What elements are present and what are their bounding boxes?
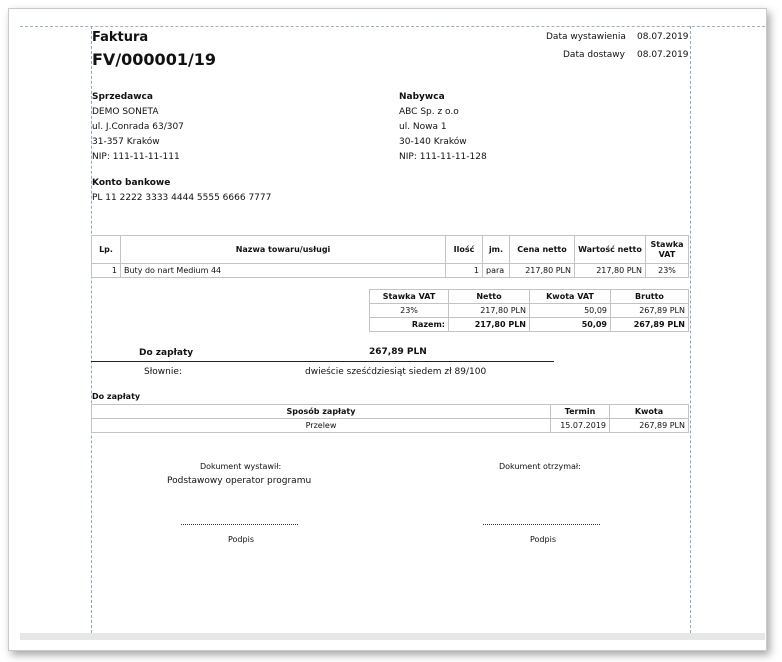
row-vat-rate: 23% (646, 264, 689, 278)
table-row (92, 264, 689, 278)
delivery-date: 08.07.2019 (637, 50, 689, 60)
vat-col-net: Netto (449, 290, 530, 304)
payment-heading: Do zapłaty (92, 392, 141, 401)
to-pay-label: Do zapłaty (139, 348, 194, 358)
vat-col-vat: Kwota VAT (530, 290, 611, 304)
buyer-heading: Nabywca (399, 92, 445, 102)
table-row (370, 304, 689, 318)
col-net-value: Wartość netto (575, 236, 646, 264)
buyer-nip: NIP: 111-11-11-128 (399, 152, 487, 162)
delivery-date-label: Data dostawy (563, 50, 625, 60)
issue-date-label: Data wystawienia (546, 32, 626, 42)
vat-row-net: 217,80 PLN (449, 304, 530, 318)
to-pay-underline (91, 361, 554, 362)
row-qty: 1 (446, 264, 483, 278)
payment-table (91, 404, 689, 433)
buyer-city: 30-140 Kraków (399, 137, 467, 147)
invoice-number: FV/000001/19 (92, 50, 217, 69)
pay-col-due: Termin (551, 405, 610, 419)
row-net-value: 217,80 PLN (575, 264, 646, 278)
issued-label: Dokument wystawił: (200, 462, 282, 471)
vat-row-rate: 23% (370, 304, 449, 318)
in-words: dwieście sześćdziesiąt siedem zł 89/100 (305, 367, 487, 377)
bank-account: PL 11 2222 3333 4444 5555 6666 7777 (92, 193, 272, 203)
signature-line-right (483, 524, 600, 525)
pay-row-due: 15.07.2019 (551, 419, 610, 433)
col-vat-rate-line2: VAT (658, 249, 676, 259)
seller-nip: NIP: 111-11-11-111 (92, 152, 180, 162)
received-label: Dokument otrzymał: (499, 462, 581, 471)
vat-total-net: 217,80 PLN (449, 318, 530, 332)
buyer-street: ul. Nowa 1 (399, 122, 447, 132)
signature-line-left (181, 524, 298, 525)
vat-total-label: Razem: (370, 318, 449, 332)
vat-summary-table (369, 289, 689, 332)
right-margin-guide (690, 26, 691, 633)
issued-by: Podstawowy operator programu (167, 476, 312, 486)
vat-col-gross: Brutto (611, 290, 689, 304)
seller-city: 31-357 Kraków (92, 137, 160, 147)
sign-right-label: Podpis (530, 535, 556, 544)
seller-heading: Sprzedawca (92, 92, 153, 102)
pay-row-method: Przelew (92, 419, 551, 433)
issue-date: 08.07.2019 (637, 32, 689, 42)
sign-left-label: Podpis (228, 535, 254, 544)
pay-col-amount: Kwota (610, 405, 689, 419)
seller-name: DEMO SONETA (92, 107, 159, 117)
table-row (92, 419, 689, 433)
vat-total-vat: 50,09 (530, 318, 611, 332)
buyer-name: ABC Sp. z o.o (399, 107, 459, 117)
page-bottom-edge (20, 633, 765, 640)
col-vat-rate-line1: Stawka (650, 239, 684, 249)
col-qty: Ilość (446, 236, 483, 264)
col-lp: Lp. (92, 236, 121, 264)
row-unit: para (483, 264, 510, 278)
items-table (91, 235, 689, 278)
row-name: Buty do nart Medium 44 (121, 264, 446, 278)
in-words-label: Słownie: (144, 367, 182, 377)
to-pay-amount: 267,89 PLN (369, 347, 427, 357)
col-unit: jm. (483, 236, 510, 264)
col-name: Nazwa towaru/usługi (121, 236, 446, 264)
vat-total-gross: 267,89 PLN (611, 318, 689, 332)
col-vat-rate (646, 236, 689, 264)
doc-title: Faktura (92, 30, 149, 45)
bank-heading: Konto bankowe (92, 178, 171, 188)
seller-street: ul. J.Conrada 63/307 (92, 122, 184, 132)
vat-row-vat: 50,09 (530, 304, 611, 318)
vat-col-rate: Stawka VAT (370, 290, 449, 304)
vat-row-gross: 267,89 PLN (611, 304, 689, 318)
pay-row-amount: 267,89 PLN (610, 419, 689, 433)
table-row-total (370, 318, 689, 332)
row-lp: 1 (92, 264, 121, 278)
pay-col-method: Sposób zapłaty (92, 405, 551, 419)
row-net-price: 217,80 PLN (510, 264, 575, 278)
col-net-price: Cena netto (510, 236, 575, 264)
